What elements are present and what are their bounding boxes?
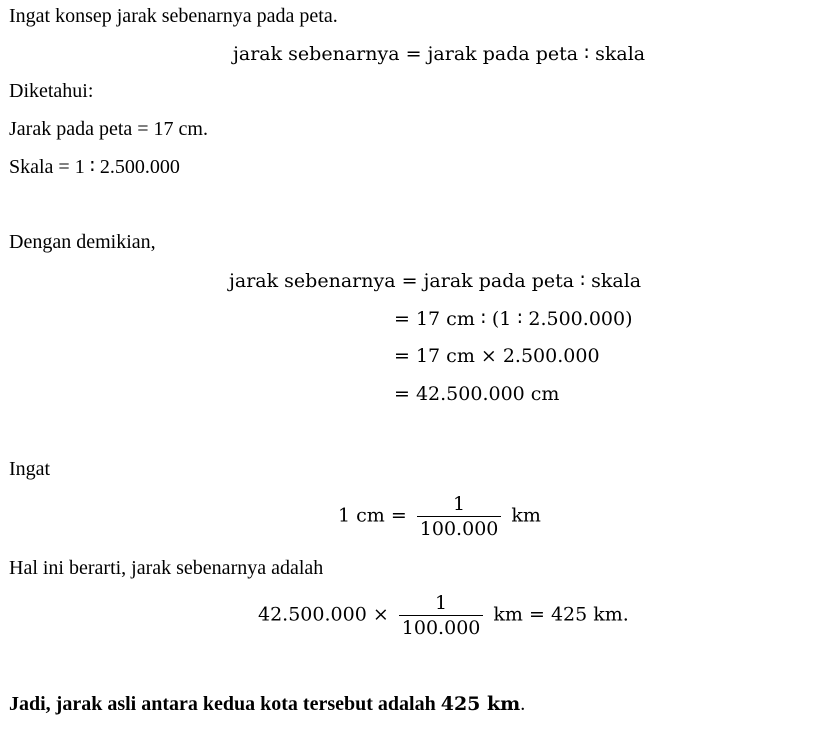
remember-label: Ingat [9, 458, 51, 480]
conversion-lhs: 1 cm = [338, 504, 407, 527]
intro-text: Ingat konsep jarak sebenarnya pada peta. [9, 5, 338, 27]
conversion-fraction [417, 492, 502, 541]
formula-main: jarak sebenarnya = jarak pada peta ∶ skala [233, 43, 646, 65]
step-lhs: jarak sebenarnya = jarak pada peta ∶ skala [229, 270, 642, 292]
known-scale: Skala = 1 ∶ 2.500.000 [9, 156, 180, 178]
conclusion-value: 425 km [440, 693, 521, 715]
final-rhs: km = 425 km. [493, 603, 629, 626]
therefore-label: Dengan demikian, [9, 231, 156, 253]
final-numerator: 1 [399, 591, 484, 616]
conclusion-period: . [520, 693, 526, 715]
meaning-label: Hal ini berarti, jarak sebenarnya adalah [9, 557, 324, 579]
known-label: Diketahui: [9, 80, 94, 102]
step-1: = 17 cm ∶ (1 ∶ 2.500.000) [394, 308, 633, 330]
conversion-unit: km [511, 504, 541, 527]
step-3: = 42.500.000 cm [394, 383, 560, 405]
final-denominator: 100.000 [401, 617, 481, 639]
conversion-numerator: 1 [417, 492, 502, 517]
final-calculation [258, 591, 629, 640]
conversion-equation [338, 492, 541, 541]
conversion-denominator: 100.000 [419, 518, 499, 540]
step-2: = 17 cm × 2.500.000 [394, 345, 600, 367]
known-distance: Jarak pada peta = 17 cm. [9, 118, 208, 140]
conclusion-text: Jadi, jarak asli antara kedua kota tersebut adalah [9, 693, 441, 715]
conclusion [9, 692, 525, 716]
final-lhs: 42.500.000 × [258, 603, 389, 626]
final-fraction [399, 591, 484, 640]
